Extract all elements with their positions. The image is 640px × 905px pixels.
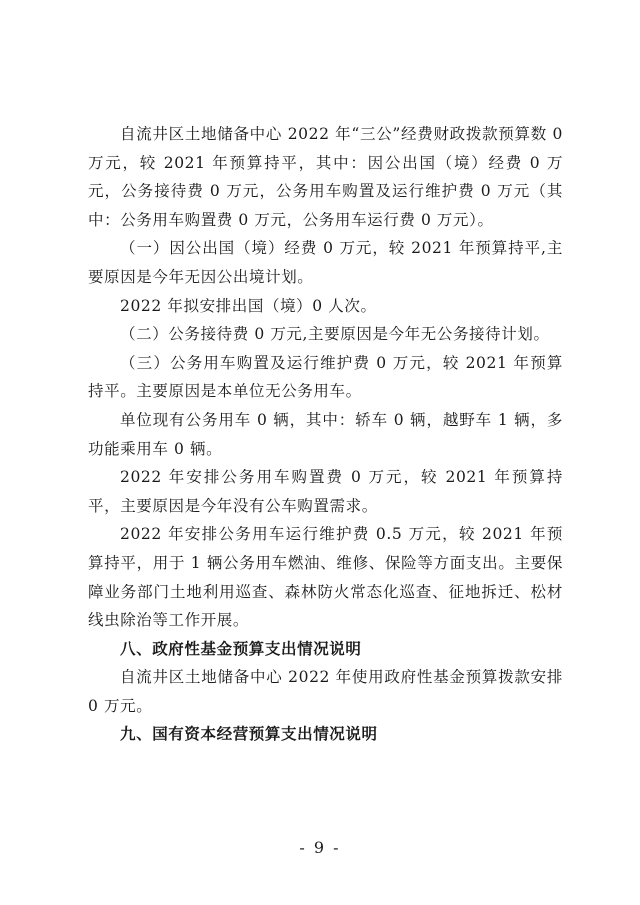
paragraph-vehicle-purchase: 2022 年安排公务用车购置费 0 万元，较 2021 年预算持平，主要原因是今年没有公车购置需求。: [88, 468, 563, 515]
paragraph-three-public-summary: 自流井区土地储备中心 2022 年“三公”经费财政拨款预算数 0 万元，较 2021 年预算持平，其中：因公出国（境）经费 0 万元，公务接待费 0 万元，公务用车购置及运行维护费 0 万元（其中：公务用车购置费 0 万元，公务用车运行费 0 万元）。: [88, 125, 563, 229]
page-number: - 9 -: [299, 838, 341, 857]
section-heading-state-capital: 九、国有资本经营预算支出情况说明: [120, 725, 378, 744]
paragraph-overseas-plan: 2022 年拟安排出国（境）0 人次。: [120, 296, 377, 315]
paragraph-government-fund: 自流井区土地储备中心 2022 年使用政府性基金预算拨款安排 0 万元。: [88, 668, 563, 715]
paragraph-vehicle-operation: 2022 年安排公务用车运行维护费 0.5 万元，较 2021 年预算持平，用于 1 辆公务用车燃油、维修、保险等方面支出。主要保障业务部门土地利用巡查、森林防火常态化巡查、征地拆迁、松材线虫除治等工作开展。: [88, 525, 563, 630]
page-content: [88, 120, 563, 749]
paragraph-overseas-expense: （一）因公出国（境）经费 0 万元，较 2021 年预算持平,主要原因是今年无因公出境计划。: [88, 239, 563, 286]
paragraph-vehicle-expense: （三）公务用车购置及运行维护费 0 万元，较 2021 年预算持平。主要原因是本单位无公务用车。: [88, 353, 563, 401]
paragraph-reception-expense: （二）公务接待费 0 万元,主要原因是今年无公务接待计划。: [120, 325, 550, 344]
paragraph-vehicle-count: 单位现有公务用车 0 辆，其中：轿车 0 辆，越野车 1 辆，多功能乘用车 0 辆。: [88, 410, 563, 458]
section-heading-government-fund: 八、政府性基金预算支出情况说明: [120, 639, 362, 658]
